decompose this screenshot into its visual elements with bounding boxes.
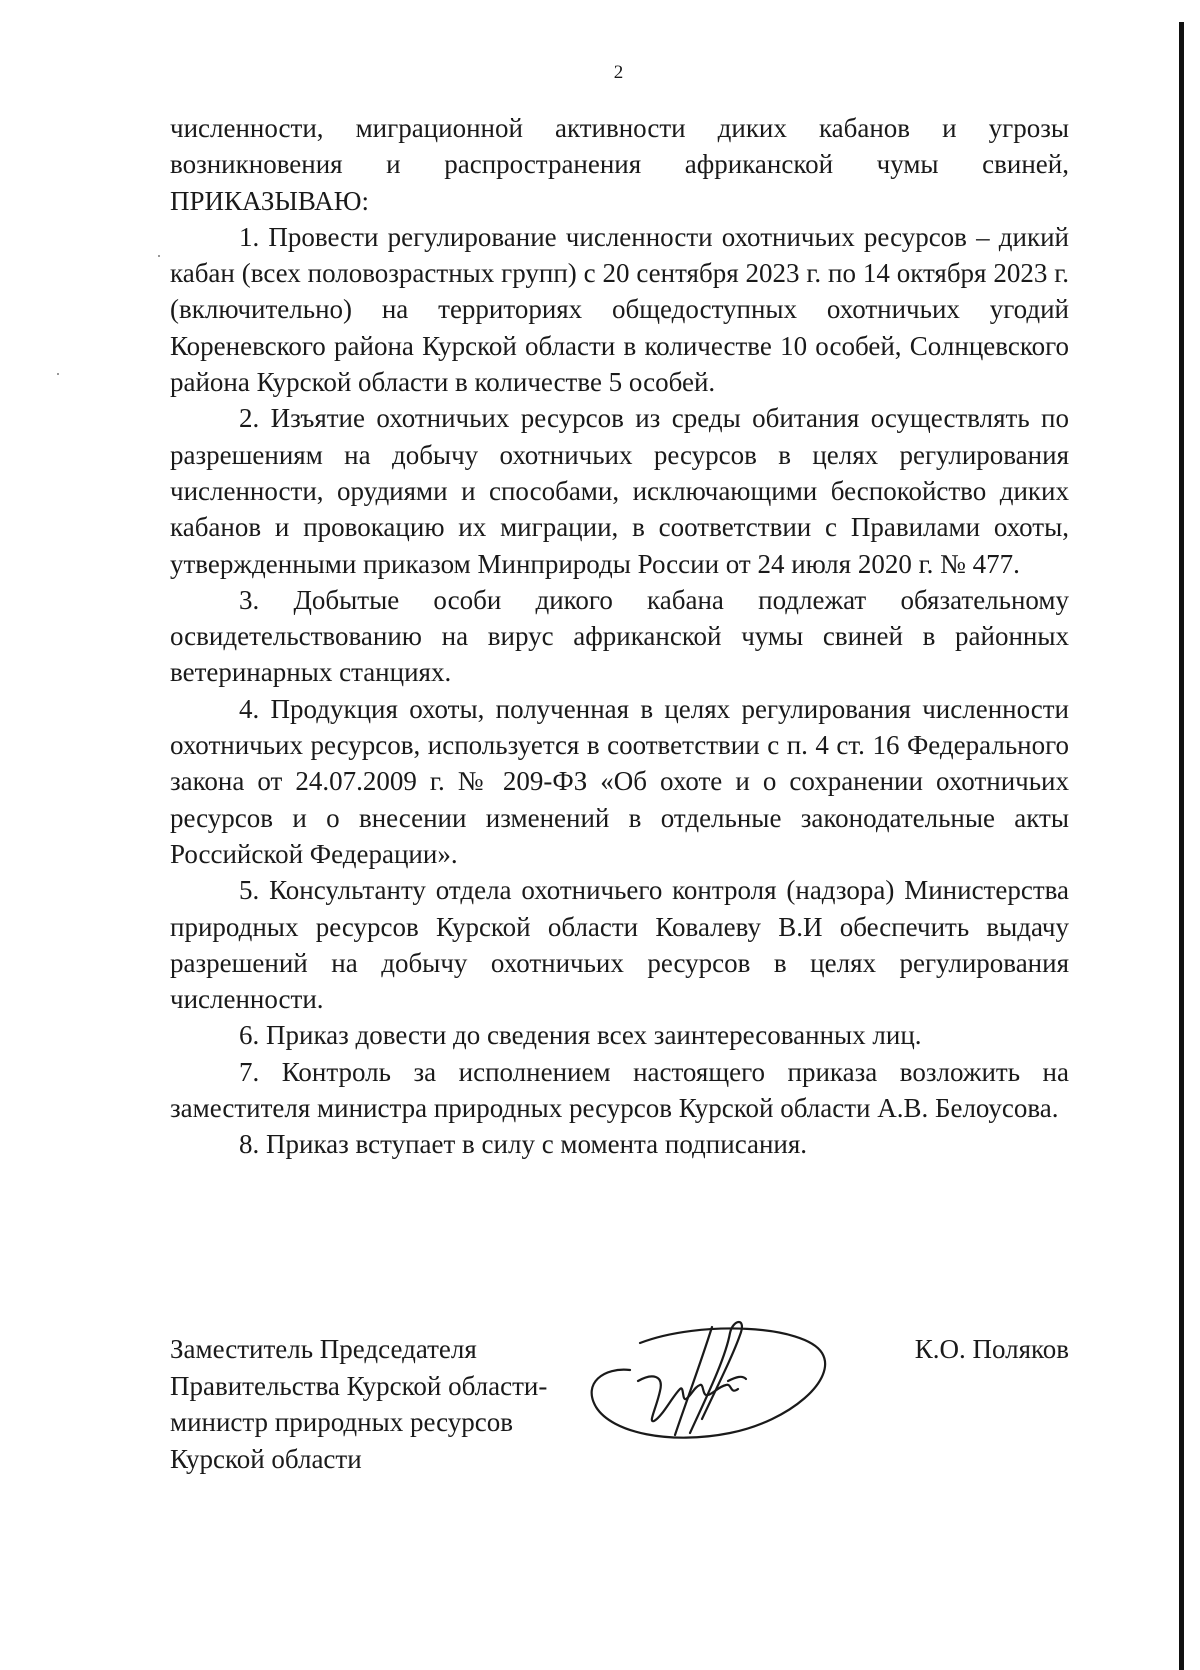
order-item-5: 5. Консультанту отдела охотничьего контроля (надзора) Министерства природных ресурсов Курской области Ковалеву В.И обеспечить выдачу разрешений на добычу охотничьих ресурсов в целях регулирования численности.: [170, 875, 1069, 1015]
handwritten-signature: [590, 1315, 840, 1445]
signatory-title-line: министр природных ресурсов: [170, 1407, 514, 1437]
order-item-4: 4. Продукция охоты, полученная в целях регулирования численности охотничьих ресурсов, используется в соответствии с п. 4 ст. 16 Федерального закона от 24.07.2009 г. № 209-ФЗ «Об охоте и о сохранении охотничьих ресурсов и о внесении изменений в отдельные законодательные акты Российской Федерации».: [170, 693, 1069, 869]
scan-speck: [57, 373, 59, 375]
order-item-8: 8. Приказ вступает в силу с момента подписания.: [239, 1129, 808, 1160]
scan-edge-bar: [1179, 22, 1184, 1670]
order-item-2: 2. Изъятие охотничьих ресурсов из среды обитания осуществлять по разрешениям на добычу охотничьих ресурсов в целях регулирования численности, орудиями и способами, исключающими беспокойство диких кабанов и провокацию их миграции, в соответствии с Правилами охоты, утвержденными приказом Минприроды России от 24 июля 2020 г. № 477.: [170, 403, 1069, 579]
order-body: [170, 110, 1069, 1163]
intro-paragraph: численности, миграционной активности диких кабанов и угрозы возникновения и распространения африканской чумы свиней, ПРИКАЗЫВАЮ:: [170, 113, 1069, 216]
scan-speck: [158, 255, 160, 257]
signatory-title-line: Курской области: [170, 1443, 362, 1474]
order-item-7: 7. Контроль за исполнением настоящего приказа возложить на заместителя министра природных ресурсов Курской области А.В. Белоусова.: [170, 1056, 1069, 1124]
order-item-3: 3. Добытые особи дикого кабана подлежат обязательному освидетельствованию на вирус африканской чумы свиней в районных ветеринарных станциях.: [170, 584, 1069, 688]
order-item-6: 6. Приказ довести до сведения всех заинтересованных лиц.: [239, 1020, 922, 1051]
signatory-title-line: Заместитель Председателя: [170, 1334, 477, 1364]
page-number: 2: [613, 62, 624, 83]
signatory-title-line: Правительства Курской области-: [170, 1370, 548, 1401]
signatory-name: К.О. Поляков: [914, 1334, 1069, 1364]
order-item-1: 1. Провести регулирование численности охотничьих ресурсов – дикий кабан (всех половозрастных групп) с 20 сентября 2023 г. по 14 октября 2023 г. (включительно) на территориях общедоступных охотничьих угодий Кореневского района Курской области в количестве 10 особей, Солнцевского района Курской области в количестве 5 особей.: [170, 221, 1069, 398]
signatory-title: [170, 1331, 547, 1477]
